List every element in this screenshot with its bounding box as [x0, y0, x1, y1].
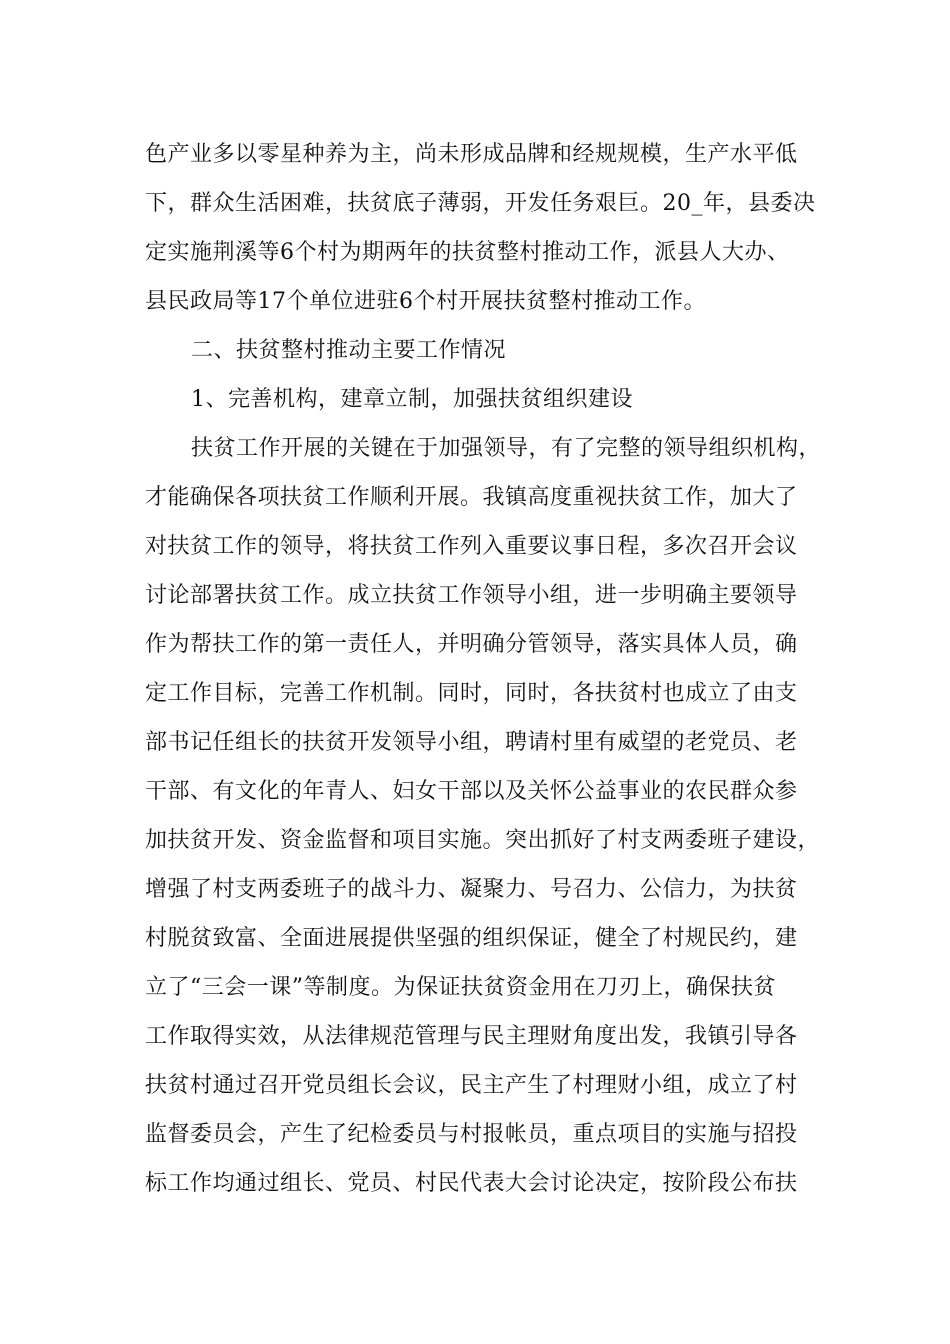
section-heading: 二、扶贫整村推动主要工作情况 [191, 338, 507, 363]
body-line: 作为帮扶工作的第一责任人，并明确分管领导，落实具体人员，确 [145, 632, 798, 657]
body-line: 标工作均通过组长、党员、村民代表大会讨论决定，按阶段公布扶 [145, 1171, 798, 1196]
body-line: 部书记任组长的扶贫开发领导小组，聘请村里有威望的老党员、老 [145, 730, 798, 755]
intro-line: 下，群众生活困难，扶贫底子薄弱，开发任务艰巨。20_年，县委决 [145, 191, 816, 216]
body-line: 定工作目标，完善工作机制。同时，同时，各扶贫村也成立了由支 [145, 681, 798, 706]
body-line: 立了“三会一课”等制度。为保证扶贫资金用在刀刃上，确保扶贫 [145, 975, 776, 1000]
intro-line: 色产业多以零星种养为主，尚未形成品牌和经规规模，生产水平低 [145, 142, 798, 167]
subsection-heading: 1、完善机构，建章立制，加强扶贫组织建设 [191, 387, 633, 412]
body-line: 村脱贫致富、全面进展提供坚强的组织保证，健全了村规民约，建 [145, 926, 798, 951]
body-line: 干部、有文化的年青人、妇女干部以及关怀公益事业的农民群众参 [145, 779, 798, 804]
body-line: 增强了村支两委班子的战斗力、凝聚力、号召力、公信力，为扶贫 [145, 877, 798, 902]
intro-line: 县民政局等17个单位进驻6个村开展扶贫整村推动工作。 [145, 289, 706, 314]
body-line: 监督委员会，产生了纪检委员与村报帐员，重点项目的实施与招投 [145, 1122, 798, 1147]
body-line: 加扶贫开发、资金监督和项目实施。突出抓好了村支两委班子建设， [145, 828, 821, 853]
body-line: 才能确保各项扶贫工作顺利开展。我镇高度重视扶贫工作，加大了 [145, 485, 798, 510]
body-line: 工作取得实效，从法律规范管理与民主理财角度出发，我镇引导各 [145, 1024, 798, 1049]
document-body [145, 130, 825, 1208]
body-line: 讨论部署扶贫工作。成立扶贫工作领导小组，进一步明确主要领导 [145, 583, 798, 608]
intro-line: 定实施荆溪等6个村为期两年的扶贫整村推动工作，派县人大办、 [145, 240, 790, 265]
body-line: 扶贫村通过召开党员组长会议，民主产生了村理财小组，成立了村 [145, 1073, 798, 1098]
body-line: 对扶贫工作的领导，将扶贫工作列入重要议事日程，多次召开会议 [145, 534, 798, 559]
body-line: 扶贫工作开展的关键在于加强领导，有了完整的领导组织机构， [191, 436, 822, 461]
